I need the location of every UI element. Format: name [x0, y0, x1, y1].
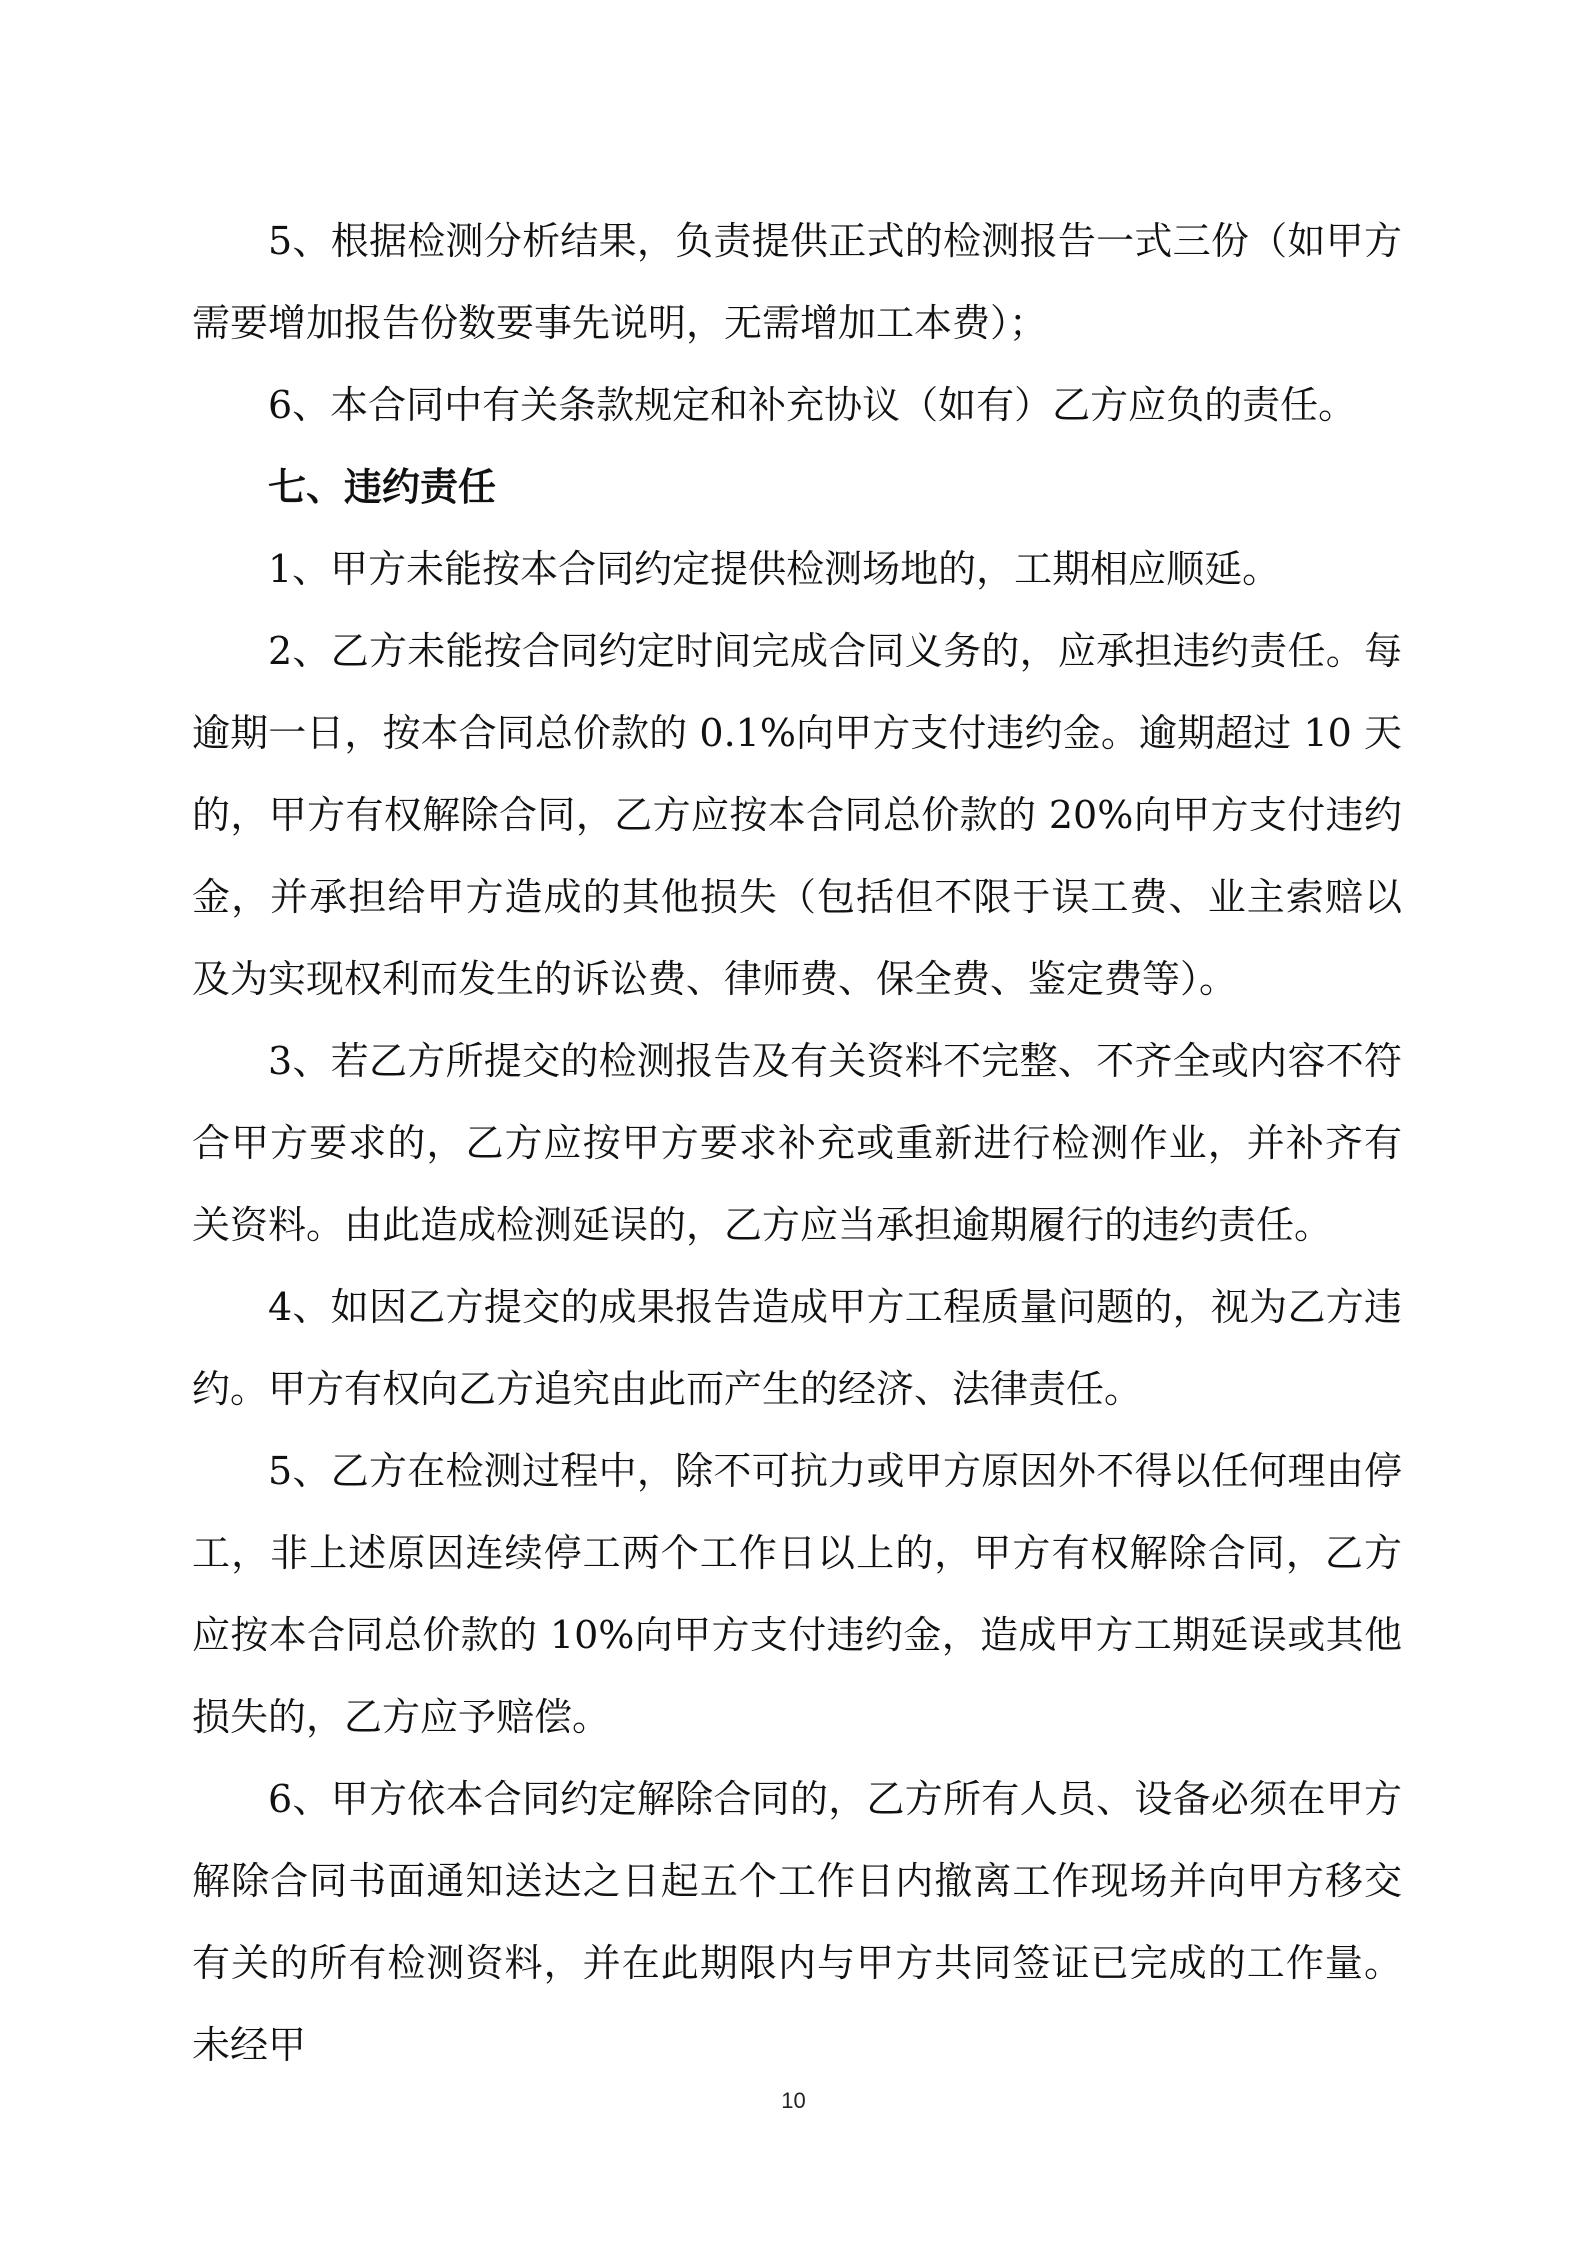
- breach-clause-3: 3、若乙方所提交的检测报告及有关资料不完整、不齐全或内容不符合甲方要求的，乙方应按甲方要求补充或重新进行检测作业，并补齐有关资料。由此造成检测延误的，乙方应当承担逾期履行的违约责任。: [192, 1039, 1402, 1247]
- breach-clause-6: 6、甲方依本合同约定解除合同的，乙方所有人员、设备必须在甲方解除合同书面通知送达之日起五个工作日内撤离工作现场并向甲方移交有关的所有检测资料，并在此期限内与甲方共同签证已完成的工作量。未经甲: [192, 1777, 1402, 2067]
- section-heading-breach-liability: 七、违约责任: [268, 465, 497, 509]
- clause-6-responsibility: 6、本合同中有关条款规定和补充协议（如有）乙方应负的责任。: [268, 383, 1357, 427]
- page-number: 10: [781, 2088, 806, 2113]
- breach-clause-2: 2、乙方未能按合同约定时间完成合同义务的，应承担违约责任。每逾期一日，按本合同总价款的 0.1%向甲方支付违约金。逾期超过 10 天的，甲方有权解除合同，乙方应按本合同总价款的 20%向甲方支付违约金，并承担给甲方造成的其他损失（包括但不限于误工费、业主索赔以及为实现权利而发生的诉讼费、律师费、保全费、鉴定费等）。: [192, 629, 1402, 1001]
- clause-5-report: 5、根据检测分析结果，负责提供正式的检测报告一式三份（如甲方需要增加报告份数要事先说明，无需增加工本费）；: [192, 219, 1402, 345]
- breach-clause-4: 4、如因乙方提交的成果报告造成甲方工程质量问题的，视为乙方违约。甲方有权向乙方追究由此而产生的经济、法律责任。: [192, 1285, 1402, 1411]
- breach-clause-1: 1、甲方未能按本合同约定提供检测场地的，工期相应顺延。: [268, 547, 1281, 591]
- breach-clause-5: 5、乙方在检测过程中，除不可抗力或甲方原因外不得以任何理由停工，非上述原因连续停工两个工作日以上的，甲方有权解除合同，乙方应按本合同总价款的 10%向甲方支付违约金，造成甲方工期延误或其他损失的，乙方应予赔偿。: [192, 1449, 1402, 1739]
- document-body: [192, 200, 1402, 2086]
